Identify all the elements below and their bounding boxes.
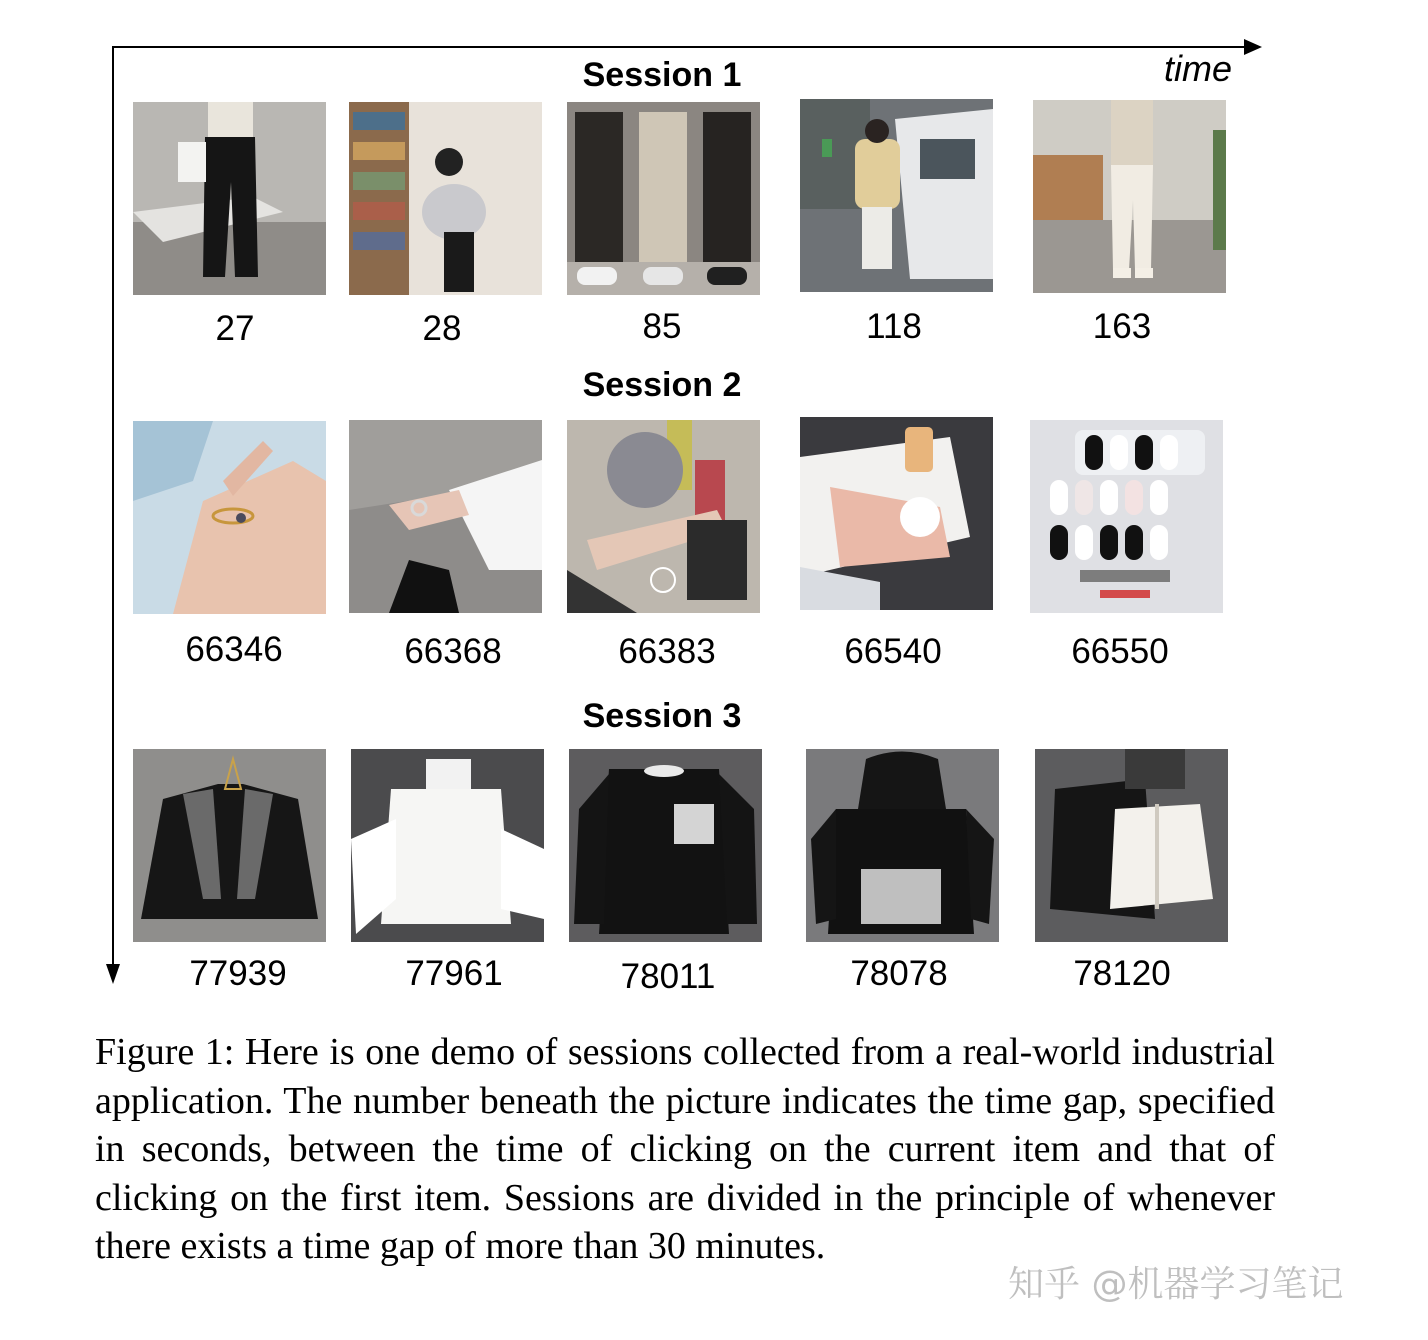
time-axis-label: time: [1164, 48, 1233, 89]
session-2-title: Session 2: [582, 366, 742, 404]
session-2-item-1-gap: 66346: [185, 630, 283, 669]
session-1-item-2-image: [349, 102, 542, 295]
session-2-item-3-gap: 66383: [618, 632, 716, 671]
session-3-item-5-gap: 78120: [1073, 954, 1171, 993]
session-1-item-3-gap: 85: [642, 307, 682, 346]
session-2-item-2-gap: 66368: [404, 632, 502, 671]
session-1-item-1-gap: 27: [215, 309, 255, 348]
session-1-item-5-gap: 163: [1092, 307, 1152, 346]
session-1-item-1-image: [133, 102, 326, 295]
session-1-item-4-image: [800, 99, 993, 292]
session-1-item-2-gap: 28: [422, 309, 462, 348]
session-3-item-4-gap: 78078: [850, 954, 948, 993]
session-3-item-4-image: [806, 749, 999, 942]
session-1-title: Session 1: [582, 56, 742, 94]
session-3-item-1-gap: 77939: [189, 954, 287, 993]
session-2-item-5-image: [1030, 420, 1223, 613]
session-3-item-3-image: [569, 749, 762, 942]
session-1-item-5-image: [1033, 100, 1226, 293]
session-3-item-2-image: [351, 749, 544, 942]
time-axis-horizontal: [112, 46, 1248, 48]
figure-caption: Figure 1: Here is one demo of sessions collected from a real-world industrial application. The number beneath the picture indicates the time gap, specified in seconds, between the time of clicking on the current item and that of clicking on the first item. Sessions are divided in the principle of whenever there exists a time gap of more than 30 minutes.: [95, 1031, 1275, 1267]
time-axis-arrowhead-down: [106, 964, 120, 984]
session-2-item-4-image: [800, 417, 993, 610]
session-2-item-5-gap: 66550: [1071, 632, 1169, 671]
session-1-item-3-image: [567, 102, 760, 295]
session-1-item-4-gap: 118: [866, 307, 922, 346]
session-2-item-2-image: [349, 420, 542, 613]
session-3-item-2-gap: 77961: [405, 954, 503, 993]
session-2-item-4-gap: 66540: [844, 632, 942, 671]
session-2-item-1-image: [133, 421, 326, 614]
session-3-title: Session 3: [582, 697, 742, 735]
session-3-item-1-image: [133, 749, 326, 942]
watermark: 知乎 @机器学习笔记: [1008, 1264, 1344, 1305]
session-3-item-5-image: [1035, 749, 1228, 942]
session-2-item-3-image: [567, 420, 760, 613]
time-axis-arrowhead-right: [1244, 39, 1262, 55]
session-3-item-3-gap: 78011: [620, 957, 716, 996]
time-axis-vertical: [112, 46, 114, 966]
